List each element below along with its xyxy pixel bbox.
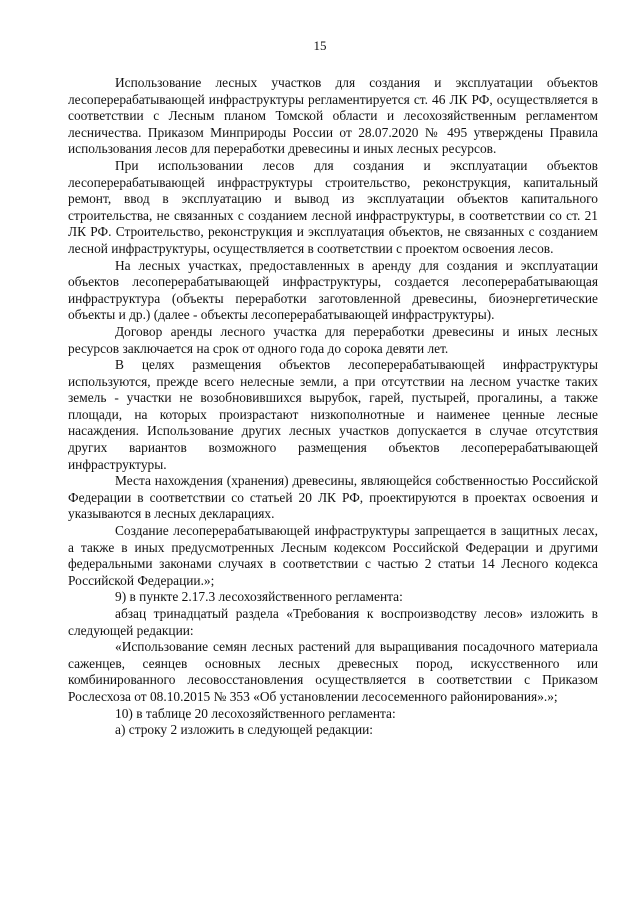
paragraph-leased-plots: На лесных участках, предоставленных в аренду для создания и эксплуатации объектов лесоперерабатывающей инфраструктуры, создается лесоперерабатывающая инфраструктура (объекты переработки заготовленной древесины, биоэнергетические объекты и др.) (далее - объекты лесоперерабатывающей инфраструктуры). [68, 257, 598, 323]
paragraph-seed-usage: «Использование семян лесных растений для выращивания посадочного материала саженцев, сеянцев основных лесных древесных пород, искусственного или комбинированного лесовосстановления осуществляется в соответствии с Приказом Рослесхоза от 08.10.2015 № 353 «Об установлении лесосеменного районирования».»; [68, 639, 598, 704]
page-number: 15 [313, 38, 327, 53]
paragraph-forest-processing-regulation: Использование лесных участков для создания и эксплуатации объектов лесоперерабатывающей инфраструктуры регламентируется ст. 46 ЛК РФ, осуществляется в соответствии с Лесным планом Томской области и лесохозяйственным регламентом лесничества. Приказом Минприроды России от 28.07.2020 № 495 утверждены Правила использования лесов для переработки древесины и иных лесных ресурсов. [68, 75, 598, 157]
document-body [68, 75, 598, 739]
paragraph-capital-construction: При использовании лесов для создания и эксплуатации объектов лесоперерабатывающей инфраструктуры строительство, реконструкция, капитальный ремонт, ввод в эксплуатацию и вывод из эксплуатации объектов капитального строительства, не связанных с созданием лесной инфраструктуры, в соответствии со ст. 21 ЛК РФ. Строительство, реконструкция и эксплуатация объектов, не связанных с созданием лесной инфраструктуры, осуществляется в соответствии с проектом освоения лесов. [68, 157, 598, 256]
paragraph-item-10-a: а) строку 2 изложить в следующей редакции: [115, 722, 374, 738]
paragraph-item-10: 10) в таблице 20 лесохозяйственного регламента: [115, 705, 396, 721]
paragraph-protective-forests: Создание лесоперерабатывающей инфраструктуры запрещается в защитных лесах, а также в иных предусмотренных Лесным кодексом Российской Федерации и другими федеральными законами случаях в соответствии с частью 2 статьи 14 Лесного кодекса Российской Федерации.»; [68, 523, 598, 588]
paragraph-timber-storage: Места нахождения (хранения) древесины, являющейся собственностью Российской Федерации в соответствии со статьей 20 ЛК РФ, проектируются в проектах освоения и указываются в лесных декларациях. [68, 473, 598, 522]
paragraph-item-9-abzac: абзац тринадцатый раздела «Требования к воспроизводству лесов» изложить в следующей редакции: [68, 606, 598, 638]
paragraph-placement-lands: В целях размещения объектов лесоперерабатывающей инфраструктуры используются, прежде всего нелесные земли, а при отсутствии на лесном участке таких земель - участки не возобновившихся вырубок, гарей, пустырей, прогалины, а также площади, на которых произрастают низкополнотные и наименее ценные лесные насаждения. Использование других лесных участков допускается в случае отсутствия других вариантов возможного размещения объектов лесоперерабатывающей инфраструктуры. [68, 357, 598, 472]
paragraph-item-9: 9) в пункте 2.17.3 лесохозяйственного регламента: [115, 589, 403, 605]
paragraph-lease-term: Договор аренды лесного участка для переработки древесины и иных лесных ресурсов заключается на срок от одного года до сорока девяти лет. [68, 323, 598, 356]
